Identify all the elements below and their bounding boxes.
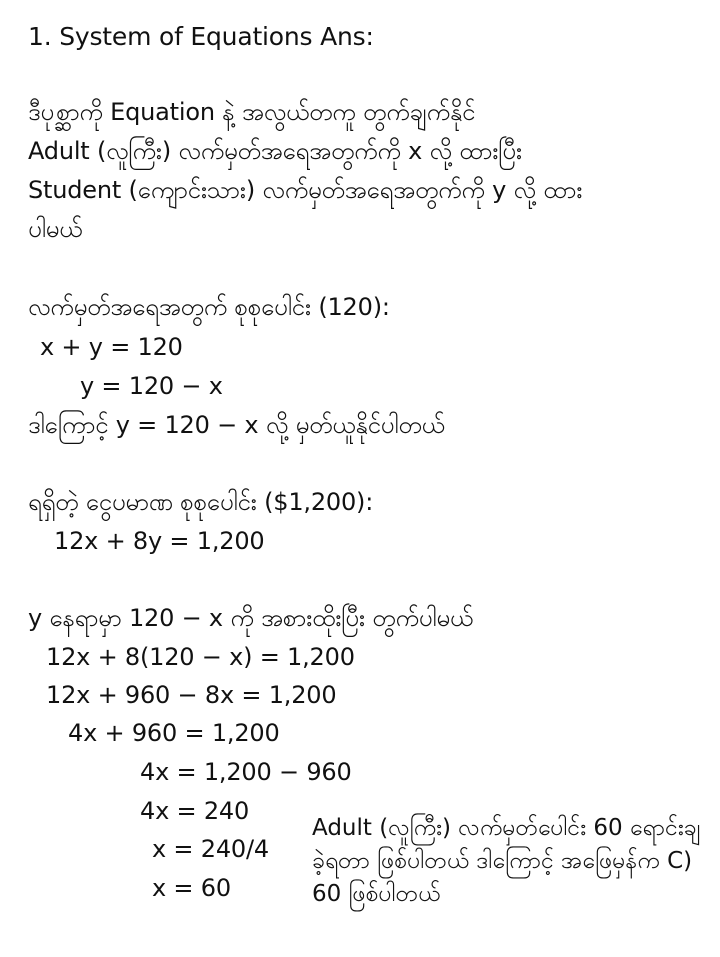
money-total-heading: ရရှိတဲ့ ငွေပမာဏ စုစုပေါင်း ($1,200):: [28, 488, 374, 516]
equation-line: 4x + 960 = 1,200: [68, 719, 280, 747]
ticket-total-heading: လက်မှတ်အရေအတွက် စုစုပေါင်း (120):: [28, 293, 390, 321]
intro-line: Student (ကျောင်းသား) လက်မှတ်အရေအတွက်ကို y လို့ ထား: [28, 176, 583, 204]
substitution-heading: y နေရာမှာ 120 − x ကို အစားထိုးပြီး တွက်ပါမယ်: [28, 604, 473, 632]
equation-line: 4x = 1,200 − 960: [140, 758, 352, 786]
equation-line: 12x + 8(120 − x) = 1,200: [46, 643, 355, 671]
equation-line: 12x + 960 − 8x = 1,200: [46, 681, 337, 709]
intro-line: ပါမယ်: [28, 215, 83, 243]
intro-line: ဒီပုစ္ဆာကို Equation နဲ့ အလွယ်တကူ တွက်ချက်နိုင်: [28, 98, 476, 126]
equation-line: y = 120 − x: [80, 372, 223, 400]
equation-line: 12x + 8y = 1,200: [54, 527, 265, 555]
equation-line: 4x = 240: [140, 797, 250, 825]
page-title: 1. System of Equations Ans:: [28, 22, 374, 51]
conclusion-text: Adult (လူကြီး) လက်မှတ်ပေါင်း 60 ရောင်းချခဲ့ရတာ ဖြစ်ပါတယ် ဒါကြောင့် အဖြေမှန်က C) 60 ဖြစ်ပါတယ်: [312, 815, 701, 907]
equation-line: x + y = 120: [40, 333, 183, 361]
explanation-line: ဒါကြောင့် y = 120 − x လို့ မှတ်ယူနိုင်ပါတယ်: [28, 411, 445, 439]
equation-line: x = 240/4: [152, 835, 269, 863]
intro-line: Adult (လူကြီး) လက်မှတ်အရေအတွက်ကို x လို့ ထားပြီး: [28, 137, 522, 165]
equation-line: x = 60: [152, 874, 231, 902]
